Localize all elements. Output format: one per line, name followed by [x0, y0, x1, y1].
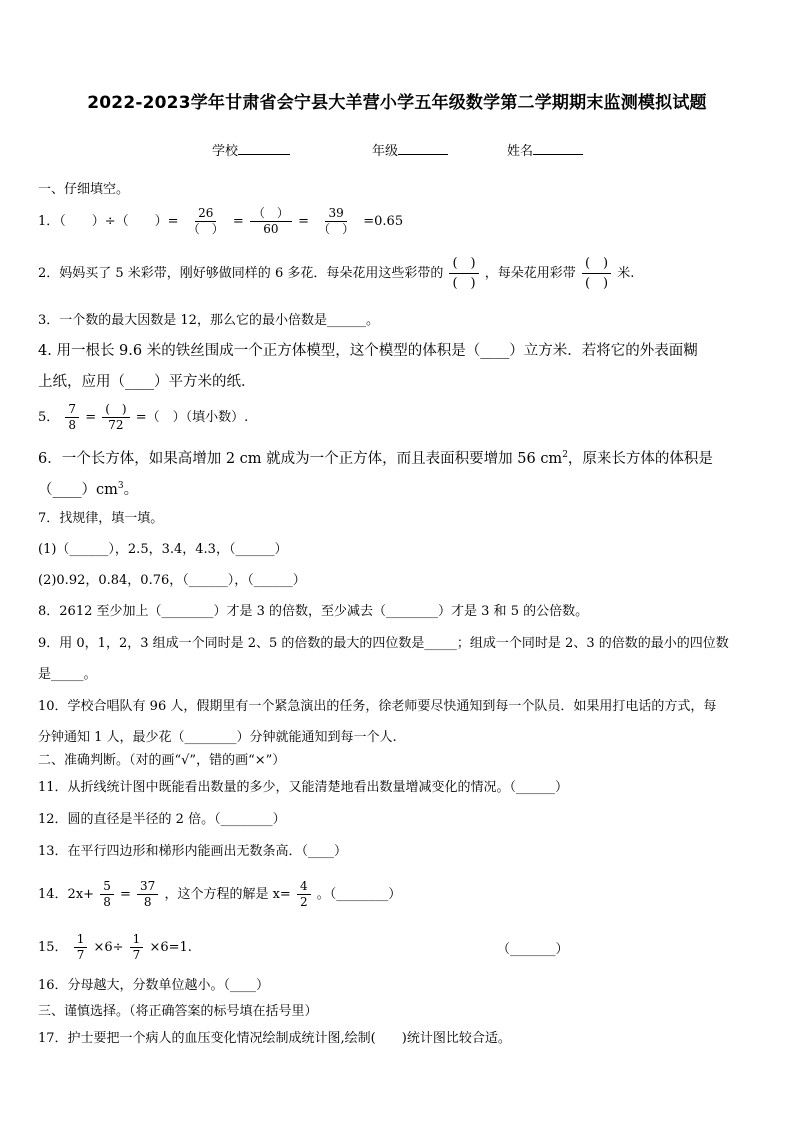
fraction	[100, 879, 114, 910]
school-field	[212, 140, 290, 159]
name-label: 姓名	[507, 144, 534, 159]
question-10-line-2: 分钟通知 1 人，最少花（________）分钟就能通知到每一个人.	[38, 730, 397, 745]
q5-prefix: 5．	[38, 410, 60, 425]
question-4-line-2: 上纸，应用（____）平方米的纸．	[38, 374, 256, 390]
question-11: 11．从折线统计图中既能看出数量的多少，又能清楚地看出数量增减变化的情况。（______）	[38, 780, 569, 795]
question-4-line-1: 4. 用一根长 9.6 米的铁丝围成一个正方体模型，这个模型的体积是（____）立方米．若将它的外表面糊	[38, 343, 698, 359]
page-title: 2022-2023学年甘肃省会宁县大羊营小学五年级数学第二学期期末监测模拟试题	[87, 93, 707, 113]
q1-suffix: =0.65	[363, 214, 404, 229]
superscript: 2	[562, 450, 568, 460]
denominator: 60	[263, 222, 279, 236]
q6-text: ，原来长方体的体积是	[567, 450, 713, 467]
fraction	[185, 206, 227, 237]
denominator: 8	[143, 895, 152, 909]
fraction	[137, 879, 158, 910]
question-7-part-1: (1)（______），2.5，3.4，4.3，（______）	[38, 542, 288, 557]
fraction	[65, 402, 79, 433]
numerator: （ ）	[250, 206, 292, 222]
denominator: （ ）	[187, 222, 224, 236]
q14-text: ，这个方程的解是 x=	[164, 887, 291, 902]
numerator: ( )	[449, 254, 478, 274]
question-10-line-1: 10．学校合唱队有 96 人，假期里有一个紧急演出的任务，徐老师要尽快通知到每一个队员．如果用打电话的方式，每	[38, 699, 717, 714]
numerator: 1	[130, 932, 144, 948]
numerator: 7	[65, 402, 79, 418]
grade-blank[interactable]	[398, 142, 448, 155]
numerator: 26	[195, 206, 216, 222]
school-blank[interactable]	[238, 142, 290, 155]
denominator: 7	[132, 948, 141, 962]
denominator: （ ）	[318, 222, 355, 236]
question-13: 13．在平行四边形和梯形内能画出无数条高．（____）	[38, 844, 348, 859]
q1-prefix: 1．（ ）÷（ ）=	[38, 214, 179, 229]
superscript: 3	[117, 481, 124, 491]
denominator: 72	[108, 418, 124, 432]
fraction	[582, 254, 611, 293]
equals-sign: =	[298, 214, 309, 229]
section-heading-3: 三、谨慎选择。（将正确答案的标号填在括号里）	[38, 1004, 318, 1019]
fraction	[315, 206, 357, 237]
question-1	[38, 206, 403, 237]
question-3: 3．一个数的最大因数是 12，那么它的最小倍数是______。	[38, 313, 379, 328]
fraction	[74, 932, 88, 963]
question-7-part-2: (2)0.92，0.84，0.76，（______），（______）	[38, 573, 306, 588]
q14-prefix: 14．2x+	[38, 887, 95, 902]
fraction	[297, 879, 311, 910]
q2-text: 米.	[617, 266, 635, 281]
q5-suffix: =（ ）（填小数）.	[135, 410, 249, 425]
numerator: 37	[137, 879, 158, 895]
q6-text: （____）cm	[38, 481, 118, 498]
q6-text: 6．一个长方体，如果高增加 2 cm 就成为一个正方体，而且表面积要增加 56 cm	[38, 450, 563, 467]
question-5	[38, 402, 248, 433]
denominator: ( )	[584, 276, 609, 291]
equals-sign: =	[85, 410, 97, 425]
name-blank[interactable]	[533, 142, 583, 155]
denominator: 8	[68, 418, 77, 432]
denominator: 7	[76, 948, 85, 962]
question-12: 12．圆的直径是半径的 2 倍。（________）	[38, 812, 286, 827]
denominator: 2	[299, 895, 308, 909]
denominator: ( )	[452, 276, 476, 291]
q2-text: ，每朵花用彩带	[484, 266, 576, 281]
numerator: ( )	[582, 254, 611, 274]
section-heading-1: 一、仔细填空。	[38, 182, 130, 197]
question-14	[38, 879, 401, 910]
question-9-line-2: 是_____。	[38, 667, 97, 682]
equals-sign: =	[119, 887, 131, 902]
school-label: 学校	[212, 144, 239, 159]
section-heading-2: 二、准确判断。（对的画“√”，错的画“×”）	[38, 753, 286, 768]
question-16: 16．分母越大，分数单位越小。（____）	[38, 978, 270, 993]
q15-suffix: ×6=1.	[149, 940, 192, 955]
question-15	[38, 932, 192, 963]
grade-field	[372, 140, 448, 159]
fraction	[130, 932, 144, 963]
question-8: 8．2612 至少加上（________）才是 3 的倍数，至少减去（________）才是 3 和 5 的公倍数。	[38, 604, 589, 619]
question-6-line-1	[38, 446, 713, 468]
numerator: 5	[100, 879, 114, 895]
fraction	[449, 254, 478, 293]
question-2	[38, 254, 634, 293]
question-15-answer[interactable]: （_______）	[497, 942, 569, 957]
q14-suffix: 。（________）	[316, 887, 402, 902]
denominator: 8	[103, 895, 111, 909]
question-6-line-2	[38, 477, 138, 499]
q15-prefix: 15．	[38, 940, 68, 955]
q15-text: ×6÷	[93, 940, 124, 955]
question-9-line-1: 9．用 0，1，2，3 组成一个同时是 2、5 的倍数的最大的四位数是_____；组成一个同时是 2、3 的倍数的最小的四位数	[38, 636, 729, 651]
name-field	[507, 140, 583, 159]
numerator: 39	[325, 206, 346, 222]
question-17: 17．护士要把一个病人的血压变化情况绘制成统计图,绘制( )统计图比较合适。	[38, 1031, 511, 1046]
grade-label: 年级	[372, 144, 399, 159]
q6-text: 。	[123, 481, 139, 498]
q2-text: 2．妈妈买了 5 米彩带，刚好够做同样的 6 多花．每朵花用这些彩带的	[38, 266, 444, 281]
numerator: 1	[74, 932, 88, 948]
fraction	[102, 402, 129, 433]
equals-sign: =	[232, 214, 244, 229]
question-7: 7．找规律，填一填。	[38, 511, 164, 526]
fraction	[250, 206, 292, 237]
numerator: 4	[297, 879, 311, 895]
numerator: ( )	[102, 402, 129, 418]
